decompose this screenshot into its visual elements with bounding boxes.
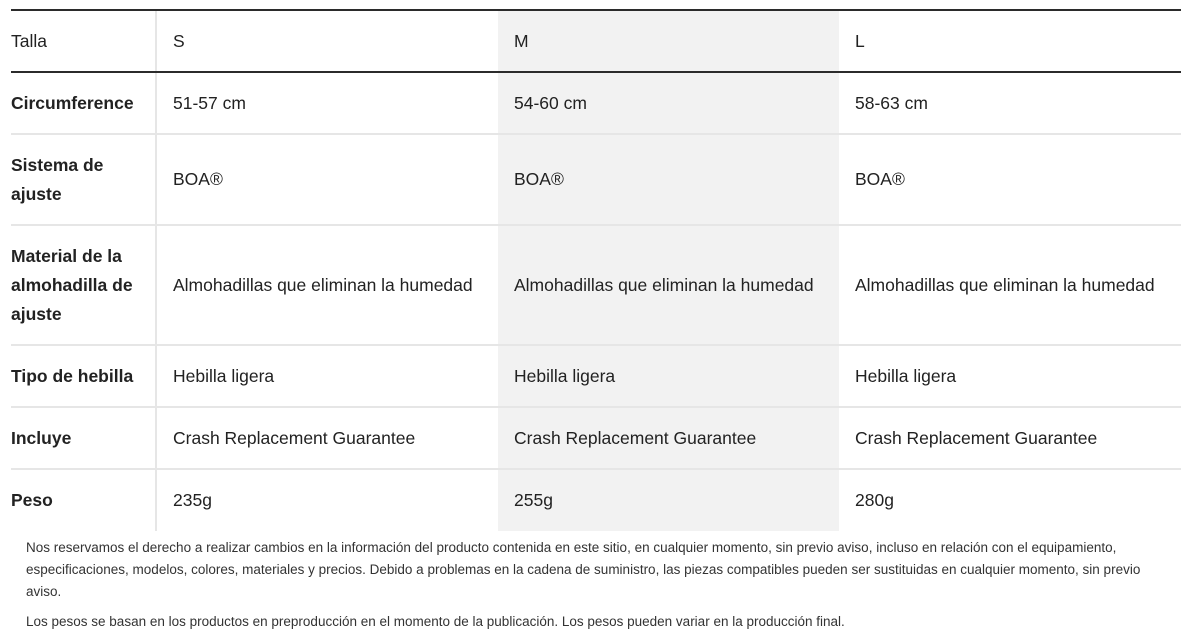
cell-value: 255g [498, 469, 839, 531]
row-label-material-almohadilla: Material de la almohadilla de ajuste [11, 225, 156, 345]
cell-value: Crash Replacement Guarantee [498, 407, 839, 469]
cell-value: Crash Replacement Guarantee [839, 407, 1181, 469]
table-row [11, 225, 1181, 345]
cell-value: BOA® [498, 134, 839, 225]
cell-value: 280g [855, 490, 894, 510]
row-label-tipo-de-hebilla: Tipo de hebilla [11, 345, 156, 407]
cell-value: Hebilla ligera [839, 345, 1181, 407]
cell-value: 235g [156, 469, 498, 531]
row-label-sistema-de-ajuste: Sistema de ajuste [11, 134, 156, 225]
cell-value: 58-63 cm [839, 72, 1181, 134]
disclaimer-note: Nos reservamos el derecho a realizar cambios en la información del producto contenida en este sitio, en cualquier momento, sin previo aviso, incluso en relación con el equipamiento, especificaciones, modelos, colores, materiales y precios. Debido a problemas en la cadena de suministro, las piezas compatibles pueden ser sustituidas en cualquier momento, sin previo aviso. [26, 540, 1141, 599]
footnotes [26, 537, 1161, 633]
cell-value: Hebilla ligera [498, 345, 839, 407]
row-label-peso: Peso [11, 490, 53, 510]
table-header-row [11, 10, 1181, 72]
table-row [11, 72, 1181, 134]
header-label: Talla [11, 10, 156, 72]
size-spec-table [11, 9, 1181, 531]
cell-value: 54-60 cm [498, 72, 839, 134]
table-row [11, 407, 1181, 469]
table-row [11, 345, 1181, 407]
table-row [11, 469, 1181, 531]
header-size-s: S [156, 10, 498, 72]
cell-value: Almohadillas que eliminan la humedad [498, 225, 839, 345]
cell-value: Almohadillas que eliminan la humedad [156, 225, 498, 345]
table-row [11, 134, 1181, 225]
cell-value: Almohadillas que eliminan la humedad [839, 225, 1181, 345]
row-label-incluye: Incluye [11, 407, 156, 469]
weights-note: Los pesos se basan en los productos en preproducción en el momento de la publicación. Los pesos pueden variar en la producción final. [26, 614, 845, 629]
header-size-l: L [839, 10, 1181, 72]
cell-value: BOA® [156, 134, 498, 225]
cell-value: 51-57 cm [156, 72, 498, 134]
cell-value: Hebilla ligera [156, 345, 498, 407]
cell-value: BOA® [839, 134, 1181, 225]
cell-value: Crash Replacement Guarantee [156, 407, 498, 469]
header-size-m: M [498, 10, 839, 72]
row-label-circumference: Circumference [11, 72, 156, 134]
